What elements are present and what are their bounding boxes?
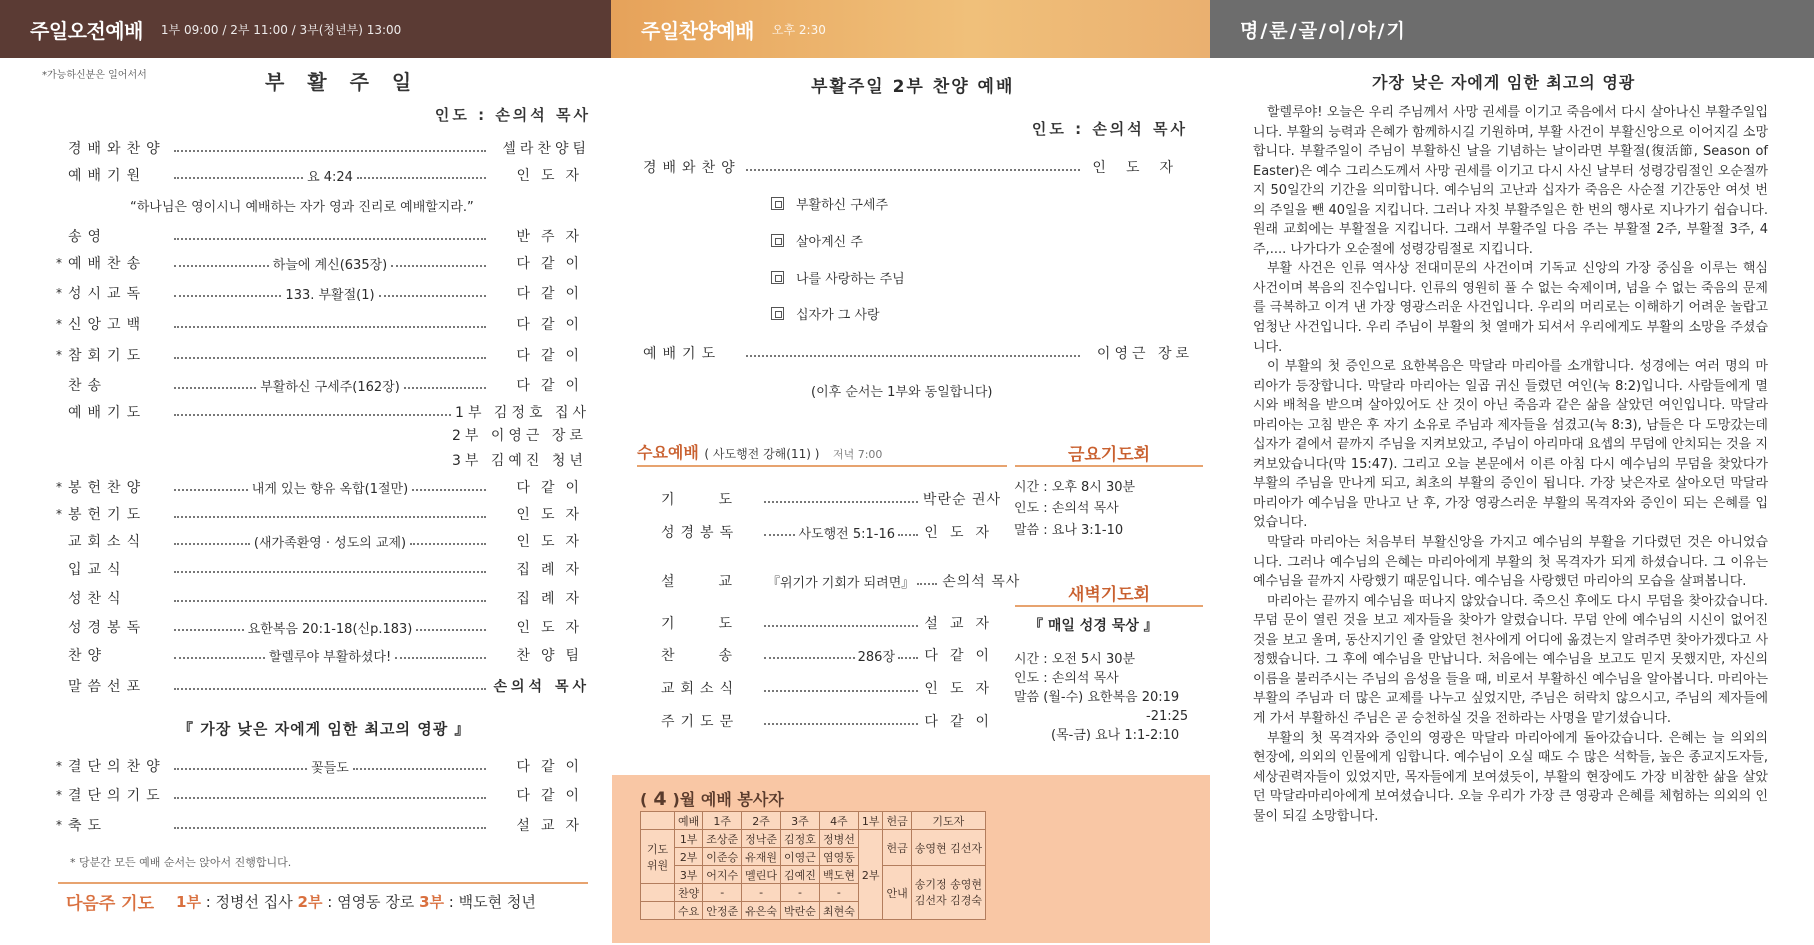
table-header: 3주 (781, 812, 820, 830)
leader-dots (174, 295, 281, 297)
dawn-line: 인도 : 손의석 목사 (1014, 671, 1119, 686)
worship-verse-quote: “하나님은 영이시니 예배하는 자가 영과 진리로 예배할지라.” (130, 200, 474, 215)
wednesday-row (661, 570, 1021, 592)
service-row (56, 756, 590, 776)
table-row: 기도 위원 1부 조상준 정낙준 김정호 정병선 2부 헌금 송영현 김선자 (641, 830, 986, 848)
service-row-detail: 내게 있는 향유 옥합(1절만) (251, 481, 409, 497)
service-row (68, 676, 590, 696)
hymn-item: 살아계신 주 (771, 231, 863, 250)
service-row-person: 설교자 (516, 818, 590, 834)
article-paragraph: 막달라 마리아는 처음부터 부활신앙을 가지고 예수님의 부활을 기다렸던 것은 아니었습니다. 그러나 예수님의 은혜는 마리아에게 부활의 첫 목격자가 되게 하셨습니다. 그 이유는 예수님을 끝까지 사랑했기 때문입니다. 예수님을 사랑했던 마리아의 모습을 살펴봅니다. (1253, 535, 1768, 590)
leader-dots (353, 768, 486, 770)
wednesday-row (661, 710, 1001, 732)
article-paragraph: 마리아는 끝까지 예수님을 떠나지 않았습니다. 죽으신 후에도 다시 무덤을 찾아갔습니다. 무덤 문이 열린 것을 보고 제자들을 찾아가 알렸습니다. 무덤 안에 예수님의 시신이 없어진 것을 보고 울며, 동산지기인 줄 알았던 천사에게 어디에 옮겼는지 알려주면 찾아가겠다고 사정했습니다. 그 후에 예수님을 만납니다. 처음에는 예수님을 보고도 믿지 못했지만, 자신의 이름을 불러주시는 주님의 음성을 들을 때, 비로서 부활하신 예수님을 알아봅니다. 마리아는 부활의 주님과 더 많은 교제를 나누고 싶었지만, 주님은 허락치 않으시고, 주님의 제자들에게 가서 부활하신 주님은 곧 승천하실 것을 전하라는 사명을 맡기셨습니다. (1253, 593, 1768, 726)
friday-line: 말씀 : 요나 3:1-10 (1014, 523, 1124, 538)
service-row-detail: 할렐루야 부활하셨다! (268, 649, 392, 665)
table-header: 기도자 (911, 812, 985, 830)
story-article (1253, 103, 1768, 826)
wednesday-row-person: 박란순 권사 (922, 492, 1001, 508)
wednesday-row-person: 설교자 (924, 616, 1001, 632)
leader-dots (764, 534, 795, 536)
article-paragraph: 이 부활의 첫 증인으로 요한복음은 막달라 마리아를 소개합니다. 성경에는 여러 명의 마리아가 등장합니다. 막달라 마리아는 일곱 귀신 들렸던 여인(눅 8:2)입니다. 사람들에게 멸시와 배척을 받으며 살아있어도 산 것이 아닌 죽음과 같은 삶을 살았던 여인입니다. 막달라 마리아는 고침 받은 후 자기 소유로 주님과 제자들을 섬겼고(눅 8:3), 남들은 다 도망갔는데 십자가 곁에서 끝까지 주님을 지켜보았고, 주님이 아리마대 요셉의 무덤에 안치되는 것을 지켜보았습니다(막 15:47). 그리고 오늘 본문에서 이른 아침 다시 예수님의 무덤을 찾았다가 부활의 주님을 만나게 되고, 최초의 부활의 증인이 됩니다. 가장 낮은자로 살아오던 막달라 마리아가 예수님을 만나고 난 후, 가장 영광스러운 부활의 목격자와 증인이 되는 은혜를 입었습니다. (1253, 359, 1768, 531)
leader-dots (174, 326, 486, 328)
checkbox-icon (771, 271, 784, 284)
service-row-detail: (새가족환영 · 성도의 교제) (253, 535, 407, 551)
praise-worship-row (643, 156, 1193, 178)
wednesday-row-label: 성경봉독 (661, 525, 740, 541)
leader-dots (174, 414, 451, 416)
service-row-person: 집례자 (516, 562, 590, 578)
service-row-detail: 부활하신 구세주(162장) (260, 379, 400, 395)
service-row-person: 셀라찬양팀 (502, 141, 590, 157)
service-row-label: 봉헌기도 (68, 507, 147, 523)
hymn-item: 나를 사랑하는 주님 (771, 268, 905, 287)
service-row-person: 1부 김정호 집사 (455, 405, 590, 421)
table-header: 1주 (703, 812, 742, 830)
service-row-person: 집례자 (516, 591, 590, 607)
leader-dots (174, 688, 486, 690)
service-row-person: 손의석 목사 (493, 679, 590, 695)
service-row (68, 588, 590, 608)
leader-dots (174, 177, 303, 179)
standing-marker: * (56, 507, 62, 521)
service-row-label: 말씀선포 (68, 679, 147, 695)
leader-dots (174, 387, 256, 389)
prayer-2nd-service: 2부 이영근 장로 (452, 428, 587, 444)
praise-service-time: 오후 2:30 (771, 22, 826, 37)
praise-prayer-right: 이영근 장로 (1096, 346, 1193, 362)
wednesday-row-label: 설교 (661, 574, 777, 590)
praise-service-header (611, 0, 1210, 58)
praise-leader: 인도 : 손의석 목사 (1031, 120, 1188, 138)
table-header: 헌금 (883, 812, 911, 830)
morning-service-times: 1부 09:00 / 2부 11:00 / 3부(청년부) 13:00 (160, 22, 402, 37)
service-row-person: 다같이 (516, 256, 590, 272)
standing-marker: * (56, 317, 62, 331)
leader-dots (174, 265, 269, 267)
leader-dots (917, 583, 937, 585)
service-row-person: 다같이 (516, 378, 590, 394)
leader-dots (404, 387, 486, 389)
wednesday-row-label: 주기도문 (661, 714, 740, 730)
service-row-label: 찬양 (68, 648, 108, 664)
standing-marker: * (56, 818, 62, 832)
service-row-person: 반주자 (516, 229, 590, 245)
article-paragraph: 부활 사건은 인류 역사상 전대미문의 사건이며 기독교 신앙의 가장 중심을 이루는 핵심 사건이며 복음의 진수입니다. 인류의 영원히 풀 수 없는 숙제이며, 넘을 수 없는 죽음의 문제를 극복하고 이겨 낸 가장 영광스러운 사건입니다. 우리의 머리로는 이해하기 어려운 놀랍고 엄청난 사건입니다. 우리 주님이 부활의 첫 열매가 되셔서 우리에게도 부활의 소망을 주셨습니다. (1253, 261, 1769, 355)
leader-dots (174, 238, 486, 240)
morning-service-header (0, 0, 611, 58)
service-row-person: 인도자 (516, 507, 590, 523)
praise-worship-label: 경배와찬양 (643, 160, 741, 176)
leader-dots (391, 265, 486, 267)
service-row-person: 다같이 (516, 480, 590, 496)
friday-line: 인도 : 손의석 목사 (1014, 501, 1119, 516)
volunteers-table (640, 811, 986, 920)
service-row-label: 예배찬송 (68, 256, 147, 272)
service-row-person: 다같이 (516, 286, 591, 302)
service-row (56, 314, 590, 334)
service-row-label: 성찬식 (68, 591, 127, 607)
wednesday-row-person: 다같이 (924, 648, 1001, 664)
dawn-line: (목-금) 요나 1:1-2:10 (1051, 728, 1180, 743)
service-row (68, 531, 590, 551)
service-row-person: 인도자 (516, 534, 591, 550)
service-row-label: 송영 (68, 229, 108, 245)
leader-dots (395, 657, 486, 659)
wednesday-row-label: 찬송 (661, 648, 777, 664)
hymn-item: 십자가 그 사랑 (771, 304, 880, 323)
checkbox-icon (771, 197, 784, 210)
dawn-prayer-heading: 새벽기도회 (1015, 580, 1203, 607)
wednesday-row (661, 488, 1001, 510)
leader-dots (174, 768, 307, 770)
story-header (1210, 0, 1814, 58)
story-header-title: 명/룬/골/이/야/기 (1240, 19, 1407, 42)
leader-dots (174, 516, 486, 518)
leader-dots (746, 169, 1080, 171)
leader-dots (357, 177, 486, 179)
service-row-label: 결단의기도 (68, 788, 166, 804)
praise-prayer-row (643, 342, 1193, 364)
standing-marker: * (56, 348, 62, 362)
wednesday-row-person: 손의석 목사 (942, 574, 1021, 590)
leader-dots (764, 690, 918, 692)
next-3bu-value: : 백도현 청년 (444, 892, 536, 911)
service-row (68, 402, 590, 422)
service-row (56, 785, 590, 805)
service-row-detail: 요 4:24 (307, 169, 353, 185)
table-row: 2부 이준승 유재원 이영근 염영동 (641, 848, 986, 866)
morning-service-panel (0, 0, 611, 945)
article-paragraph: 할렐루야! 오늘은 우리 주님께서 사망 권세를 이기고 죽음에서 다시 살아나신 부활주일입니다. 부활의 능력과 은혜가 함께하시길 기원하며, 부활 사건이 부활신앙으로 이어지길 소망합니다. 부활주일이 주님이 부활하신 날을 기념하는 날이라면 부활절(復活節, Season of Easter)은 예수 그리스도께서 사망 권세를 이기고 다시 사신 날부터 성령강림절인 오순절까지 50일간의 기간을 의미합니다. 예수님의 고난과 십자가 죽음은 사순절 기간동안 여섯 번의 주일을 뺀 40일을 지킵니다. 그러나 자칫 부활주일은 한 번의 행사로 지나가기 쉽습니다. 원래 교회에는 부활절을 지킵니다. 그래서 부활주일 다음 주는 부활절 2주, 부활절 3주, 4주,.... 나가다가 오순절에 성령강림절로 지킵니다. (1253, 105, 1768, 257)
service-row-label: 경배와찬양 (68, 141, 166, 157)
next-week-prayer (58, 882, 588, 918)
praise-title: 부활주일 2부 찬양 예배 (811, 77, 1015, 97)
leader-dots (174, 543, 250, 545)
service-row (68, 138, 590, 158)
service-row-detail: 하늘에 계신(635장) (272, 257, 388, 273)
service-row-label: 입교식 (68, 562, 127, 578)
standing-note: *가능하신분은 일어서서 (42, 70, 147, 81)
article-paragraph: 부활의 첫 목격자와 증인의 영광은 막달라 마리아에게 돌아갔습니다. 은혜는 늘 의외의 현장에, 의외의 인물에게 임합니다. 예수님이 오실 때도 수 많은 석학들, 높은 종교지도자들, 세상권력자들이 있었지만, 목자들에게 보여셨듯이, 부활의 현장에도 가장 비참한 삶을 살았던 막달라마리아에게 보여셨습니다. 오늘 우리가 가장 큰 영광과 은혜를 체험하는 의외의 인물이 되길 소망합니다. (1253, 730, 1768, 824)
service-row-label: 예배기도 (68, 405, 147, 421)
service-row-label: 결단의찬양 (68, 759, 166, 775)
service-row-label: 축도 (68, 818, 108, 834)
wednesday-row-label: 기도 (661, 616, 777, 632)
prayer-3rd-service: 3부 김예진 청년 (452, 453, 587, 469)
next-2bu-key: 2부 (297, 892, 323, 911)
table-row: 3부 어지수 멜린다 김예진 백도현 안내 송기정 송영현 김선자 김경숙 (641, 866, 986, 884)
service-row-person: 인도자 (516, 620, 591, 636)
seated-footnote: * 당분간 모든 예배 순서는 앉아서 진행합니다. (70, 856, 292, 869)
morning-service-title: 주일오전예배 (30, 18, 143, 43)
leader-dots (416, 629, 486, 631)
service-row-detail: 꽃들도 (311, 760, 349, 776)
leader-dots (174, 571, 486, 573)
leader-dots (412, 489, 486, 491)
service-row (68, 645, 590, 665)
table-row: 찬양 - - - - (641, 884, 986, 902)
table-row: 수요 안정준 유은숙 박란순 최현숙 (641, 902, 986, 920)
table-header: 예배 (675, 812, 703, 830)
service-row-person: 다같이 (516, 317, 590, 333)
leader-dots (174, 600, 486, 602)
wednesday-row (661, 677, 1001, 699)
standing-marker: * (56, 256, 62, 270)
table-row (641, 812, 986, 830)
service-row (56, 815, 590, 835)
table-header: 2주 (742, 812, 781, 830)
leader-dots (764, 501, 918, 503)
praise-worship-right: 인도자 (1092, 160, 1193, 176)
service-row-label: 참회기도 (68, 348, 147, 364)
leader-dots (174, 629, 244, 631)
service-row-label: 교회소식 (68, 534, 147, 550)
service-row (68, 226, 590, 246)
service-row-person: 인도자 (516, 168, 591, 184)
leader-dots (174, 489, 248, 491)
table-header: 1부 (858, 812, 883, 830)
wednesday-row-person: 인도자 (924, 525, 1001, 541)
service-row-person: 찬양팀 (516, 648, 590, 664)
service-row (68, 165, 590, 185)
service-row (56, 283, 591, 303)
wednesday-row-label: 교회소식 (661, 681, 740, 697)
friday-line: 시간 : 오후 8시 30분 (1014, 480, 1136, 495)
checkbox-icon (771, 307, 784, 320)
service-row-person: 다같이 (516, 788, 590, 804)
service-row-label: 봉헌찬양 (68, 480, 147, 496)
service-row-person: 다같이 (516, 348, 590, 364)
table-header: 4주 (819, 812, 858, 830)
story-title: 가장 낮은 자에게 임한 최고의 영광 (1372, 73, 1636, 92)
leader-dots (746, 355, 1080, 357)
service-row (56, 345, 590, 365)
wednesday-row (661, 521, 1001, 543)
wednesday-row-person: 다같이 (924, 714, 1001, 730)
dawn-line: 시간 : 오전 5시 30분 (1014, 652, 1136, 667)
friday-prayer-heading: 금요기도회 (1015, 440, 1203, 467)
leader-dots (174, 797, 486, 799)
standing-marker: * (56, 480, 62, 494)
wednesday-service-heading: 수요예배 ( 사도행전 강해(11) ) 저녁 7:00 (637, 440, 1007, 467)
morning-leader: 인도 : 손의석 목사 (434, 106, 591, 124)
same-order-note: (이후 순서는 1부와 동일합니다) (811, 385, 993, 400)
next-week-label: 다음주 기도 (66, 893, 155, 914)
service-row-label: 예배기원 (68, 168, 147, 184)
checkbox-icon (771, 234, 784, 247)
next-2bu-value: : 염영동 장로 (322, 892, 420, 911)
wednesday-row-detail: 사도행전 5:1-16 (798, 526, 895, 542)
leader-dots (898, 534, 918, 536)
service-row (56, 504, 590, 524)
service-row (56, 477, 590, 497)
wednesday-row-detail: 286장 (857, 649, 895, 665)
service-row-label: 찬송 (68, 378, 108, 394)
service-row (68, 617, 590, 637)
wednesday-row (661, 612, 1001, 634)
service-row-label: 성경봉독 (68, 620, 147, 636)
dawn-line: -21:25 (1146, 709, 1189, 724)
next-1bu-value: : 정병선 집사 (200, 892, 298, 911)
praise-prayer-label: 예배기도 (643, 346, 722, 362)
service-row-person: 다같이 (516, 759, 590, 775)
leader-dots (174, 150, 486, 152)
april-volunteers (612, 775, 1210, 943)
wednesday-row (661, 644, 1001, 666)
leader-dots (379, 295, 486, 297)
volunteers-heading: ( 4 )월 예배 봉사자 (640, 788, 784, 810)
standing-marker: * (56, 788, 62, 802)
easter-sunday-title: 부 활 주 일 (265, 70, 420, 94)
leader-dots (174, 657, 265, 659)
service-row (56, 253, 590, 273)
leader-dots (410, 543, 486, 545)
prayer-committee-label: 기도 위원 (641, 830, 675, 884)
service-row-detail: 133. 부활절(1) (285, 287, 375, 303)
leader-dots (764, 625, 918, 627)
leader-dots (174, 357, 486, 359)
sermon-title: 『 가장 낮은 자에게 임한 최고의 영광 』 (178, 720, 471, 738)
next-1bu-key: 1부 (176, 892, 201, 911)
wednesday-row-detail: 『위기가 기회가 되려면』 (767, 575, 915, 591)
wednesday-row-label: 기도 (661, 492, 777, 508)
dawn-line: 말씀 (월-수) 요한복음 20:19 (1014, 690, 1180, 705)
standing-marker: * (56, 759, 62, 773)
wednesday-row-person: 인도자 (924, 681, 1001, 697)
service-row-label: 신앙고백 (68, 317, 147, 333)
next-3bu-key: 3부 (419, 892, 444, 911)
service-row (68, 559, 590, 579)
service-row (68, 375, 590, 395)
leader-dots (764, 723, 918, 725)
hymn-item: 부활하신 구세주 (771, 194, 888, 213)
leader-dots (174, 827, 486, 829)
leader-dots (764, 657, 855, 659)
praise-service-title: 주일찬양예배 (641, 18, 754, 43)
leader-dots (898, 657, 918, 659)
service-row-detail: 요한복음 20:1-18(신p.183) (247, 621, 413, 637)
standing-marker: * (56, 286, 62, 300)
dawn-subtitle: 『 매일 성경 묵상 』 (1029, 618, 1158, 634)
service-row-label: 성시교독 (68, 286, 147, 302)
